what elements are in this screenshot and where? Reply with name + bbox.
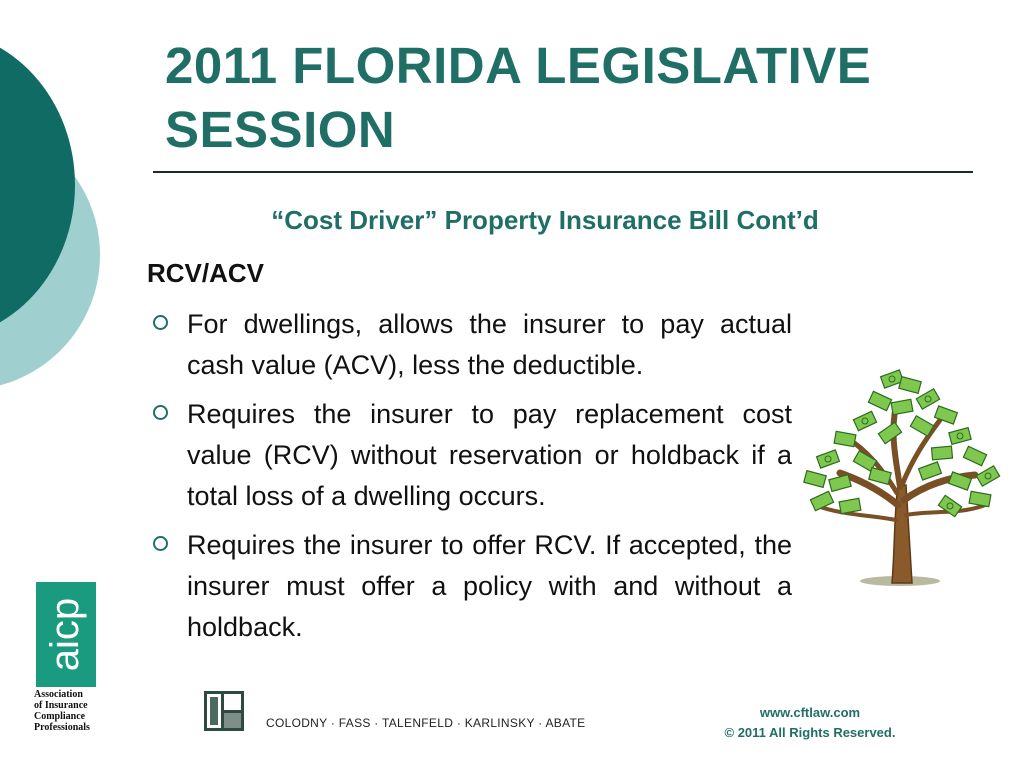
bullet-circle-icon — [153, 405, 168, 420]
aicp-caption-line: Professionals — [34, 722, 90, 733]
bullet-item — [147, 394, 792, 517]
firm-name: COLODNY · FASS · TALENFELD · KARLINSKY · ABATE — [266, 716, 586, 730]
aicp-logo-text — [36, 582, 96, 687]
money-tree-icon — [800, 365, 1005, 590]
cft-logo-icon — [204, 691, 244, 731]
footer-url[interactable]: www.cftlaw.com — [759, 705, 861, 720]
bullet-circle-icon — [153, 536, 168, 551]
aicp-caption-line: Compliance — [34, 711, 86, 722]
bullet-circle-icon — [153, 315, 168, 330]
title-line-2: SESSION — [165, 101, 396, 158]
bullet-text: For dwellings, allows the insurer to pay actual cash value (ACV), less the deductible. — [187, 309, 792, 380]
title-line-1: 2011 FLORIDA LEGISLATIVE — [165, 37, 872, 94]
footer-copyright: © 2011 All Rights Reserved. — [724, 725, 896, 740]
section-heading: RCV/ACV — [147, 258, 265, 288]
aicp-caption-line: Association — [34, 689, 83, 700]
title-divider — [153, 171, 973, 173]
aicp-word: aicp — [43, 597, 88, 672]
footer — [700, 703, 920, 743]
aicp-caption-line: of Insurance — [34, 700, 88, 711]
bullet-text: Requires the insurer to offer RCV. If accepted, the insurer must offer a policy with and without a holdback. — [187, 530, 792, 642]
bullet-item — [147, 525, 792, 648]
slide-title — [165, 34, 925, 162]
slide-subtitle: “Cost Driver” Property Insurance Bill Cont’d — [271, 205, 819, 235]
bullet-text: Requires the insurer to pay replacement cost value (RCV) without reservation or holdback if a total loss of a dwelling occurs. — [187, 399, 792, 511]
bullet-list — [147, 304, 792, 656]
aicp-caption — [34, 689, 114, 733]
aicp-logo — [36, 582, 96, 687]
bullet-item — [147, 304, 792, 386]
